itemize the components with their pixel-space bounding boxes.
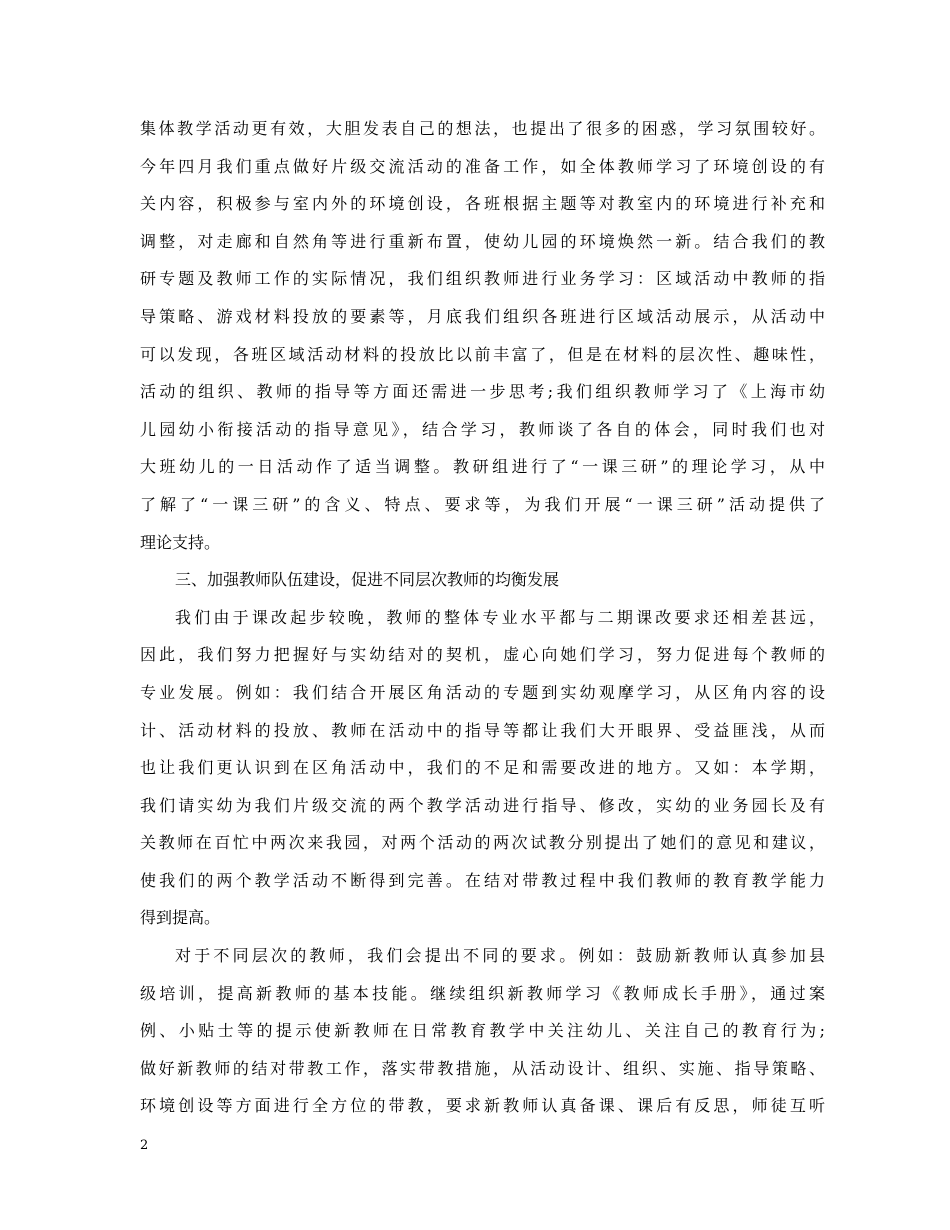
text-line: 使我们的两个教学活动不断得到完善。在结对带教过程中我们教师的教育教学能力 (140, 870, 825, 890)
text-line: 我们请实幼为我们片级交流的两个教学活动进行指导、修改，实幼的业务园长及有 (140, 795, 825, 815)
text-line: 今年四月我们重点做好片级交流活动的准备工作，如全体教师学习了环境创设的有 (140, 156, 825, 176)
text-line: 导策略、游戏材料投放的要素等，月底我们组织各班进行区域活动展示，从活动中 (140, 306, 825, 326)
text-line: 调整，对走廊和自然角等进行重新布置，使幼儿园的环境焕然一新。结合我们的教 (140, 231, 825, 251)
text-line: 可以发现，各班区域活动材料的投放比以前丰富了，但是在材料的层次性、趣味性， (140, 344, 825, 364)
text-line: 大班幼儿的一日活动作了适当调整。教研组进行了“一课三研”的理论学习，从中 (140, 457, 825, 477)
text-line: 得到提高。 (140, 908, 221, 928)
text-line: 理论支持。 (140, 532, 221, 552)
text-line: 研专题及教师工作的实际情况，我们组织教师进行业务学习：区域活动中教师的指 (140, 269, 825, 289)
text-line: 做好新教师的结对带教工作，落实带教措施，从活动设计、组织、实施、指导策略、 (140, 1058, 825, 1078)
text-line: 我们由于课改起步较晚，教师的整体专业水平都与二期课改要求还相差甚远， (175, 607, 825, 627)
text-line: 计、活动材料的投放、教师在活动中的指导等都让我们大开眼界、受益匪浅，从而 (140, 720, 825, 740)
text-line: 对于不同层次的教师，我们会提出不同的要求。例如：鼓励新教师认真参加县 (175, 946, 825, 966)
text-line: 环境创设等方面进行全方位的带教，要求新教师认真备课、课后有反思，师徒互听 (140, 1096, 825, 1116)
text-line: 关教师在百忙中两次来我园，对两个活动的两次试教分别提出了她们的意见和建议， (140, 833, 825, 853)
text-line: 也让我们更认识到在区角活动中，我们的不足和需要改进的地方。又如：本学期， (140, 758, 825, 778)
page-number: 2 (140, 1138, 149, 1153)
section-heading: 三、加强教师队伍建设，促进不同层次教师的均衡发展 (175, 570, 560, 590)
text-line: 例、小贴士等的提示使新教师在日常教育教学中关注幼儿、关注自己的教育行为; (140, 1021, 825, 1041)
text-line: 因此，我们努力把握好与实幼结对的契机，虚心向她们学习，努力促进每个教师的 (140, 645, 825, 665)
text-line: 活动的组织、教师的指导等方面还需进一步思考;我们组织教师学习了《上海市幼 (140, 382, 825, 402)
text-line: 儿园幼小衔接活动的指导意见》，结合学习，教师谈了各自的体会，同时我们也对 (140, 419, 825, 439)
text-line: 级培训，提高新教师的基本技能。继续组织新教师学习《教师成长手册》，通过案 (140, 983, 825, 1003)
text-line: 集体教学活动更有效，大胆发表自己的想法，也提出了很多的困惑，学习氛围较好。 (140, 119, 825, 138)
text-line: 了解了“一课三研”的含义、特点、要求等，为我们开展“一课三研”活动提供了 (140, 494, 825, 514)
body-text (140, 110, 825, 1125)
text-line: 专业发展。例如：我们结合开展区角活动的专题到实幼观摩学习，从区角内容的设 (140, 682, 825, 702)
text-line: 关内容，积极参与室内外的环境创设，各班根据主题等对教室内的环境进行补充和 (140, 194, 825, 214)
